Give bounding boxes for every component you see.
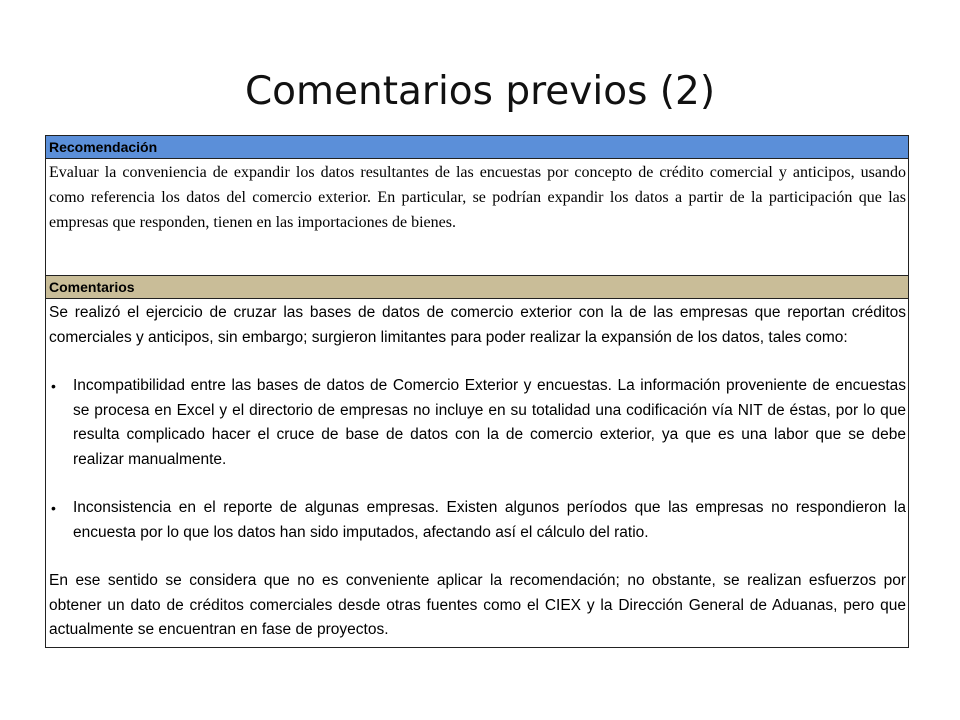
comments-header: Comentarios — [46, 275, 908, 299]
comments-body — [46, 299, 908, 647]
recommendation-text: Evaluar la conveniencia de expandir los datos resultantes de las encuestas por concepto de crédito comercial y anticipos, usando como referencia los datos del comercio exterior. En particular, se podrían expandir los datos a partir de la participación que las empresas que responden, tienen en las importaciones de bienes. — [49, 164, 906, 231]
comments-intro: Se realizó el ejercicio de cruzar las bases de datos de comercio exterior con la de las empresas que reportan créditos comerciales y anticipos, sin embargo; surgieron limitantes para poder realizar la expansión de los datos, tales como: — [49, 304, 906, 346]
bullet-text: Incompatibilidad entre las bases de datos de Comercio Exterior y encuestas. La información proveniente de encuestas se procesa en Excel y el directorio de empresas no incluye en su totalidad una codificación vía NIT de éstas, por lo que resulta complicado hacer el cruce de base de datos con la de comercio exterior, ya que es una labor que se debe realizar manualmente. — [73, 377, 906, 468]
spacer — [49, 545, 906, 569]
bullet-icon: • — [51, 378, 56, 394]
bullet-text: Inconsistencia en el reporte de algunas empresas. Existen algunos períodos que las empresas no respondieron la encuesta por lo que los datos han sido imputados, afectando así el cálculo del ratio. — [73, 499, 906, 541]
bullet-item — [49, 374, 906, 472]
slide-title: Comentarios previos (2) — [244, 69, 716, 114]
bullet-icon: • — [51, 500, 56, 516]
comments-table — [45, 135, 909, 648]
bullet-item — [49, 496, 906, 545]
comments-conclusion: En ese sentido se considera que no es conveniente aplicar la recomendación; no obstante, se realizan esfuerzos por obtener un dato de créditos comerciales desde otras fuentes como el CIEX y la Dirección General de Aduanas, pero que actualmente se encuentran en fase de proyectos. — [49, 572, 906, 638]
recommendation-header: Recomendación — [46, 136, 908, 159]
spacer — [49, 472, 906, 496]
spacer — [49, 350, 906, 374]
